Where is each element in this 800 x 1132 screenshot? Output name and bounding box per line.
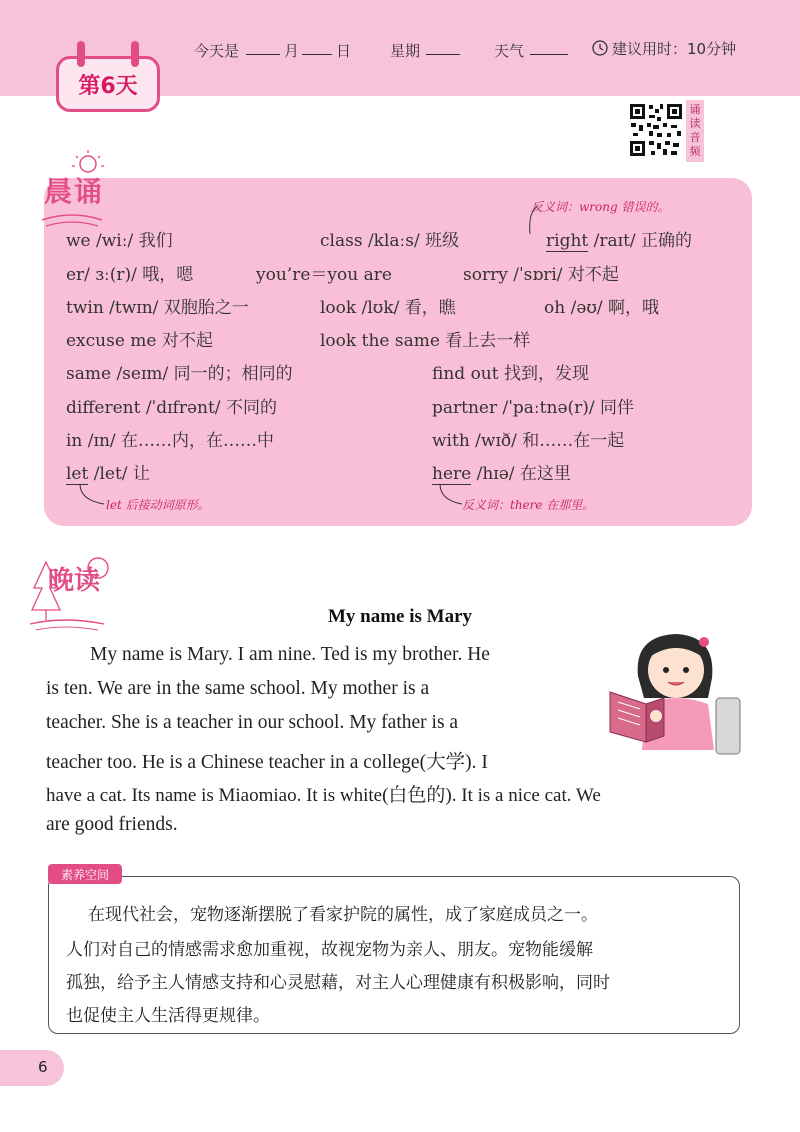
weekday-label: 星期 <box>390 42 421 60</box>
clock-icon <box>592 40 608 56</box>
vocab-item: partner /ˈpaːtnə(r)/ 同伴 <box>432 398 635 418</box>
note-here: 反义词：there 在那里。 <box>462 498 595 512</box>
vocab-item: twin /twɪn/ 双胞胎之一 <box>66 298 249 318</box>
story-line: have a cat. Its name is Miaomiao. It is white(白色的). It is a nice cat. We <box>46 785 601 806</box>
vocab-item: sorry /ˈsɒri/ 对不起 <box>463 265 619 285</box>
literacy-line: 也促使主人生活得更规律。 <box>66 1006 270 1026</box>
month-blank <box>246 40 280 55</box>
vocab-item: in /ɪn/ 在……内，在……中 <box>66 431 275 451</box>
vocab-item: we /wiː/ 我们 <box>66 231 173 251</box>
weekday-blank <box>426 40 460 55</box>
literacy-line: 孤独，给予主人情感支持和心灵慰藉，对主人心理健康有积极影响，同时 <box>66 973 610 993</box>
audio-label <box>686 100 704 162</box>
vocab-item: find out 找到，发现 <box>432 364 589 384</box>
literacy-line: 在现代社会，宠物逐渐摆脱了看家护院的属性，成了家庭成员之一。 <box>88 905 598 925</box>
vocab-word-right: right <box>546 231 589 251</box>
weather-label: 天气 <box>494 42 525 60</box>
vocab-item: er/ ɜː(r)/ 哦，嗯 <box>66 265 194 285</box>
day-field-label: 日 <box>336 42 352 60</box>
audio-label-char: 诵 <box>689 103 701 116</box>
vocab-item: with /wɪð/ 和……在一起 <box>432 431 625 451</box>
note-pointer-icon <box>78 482 108 512</box>
time-suggestion-text: 建议用时：10分钟 <box>612 39 737 58</box>
vocab-item <box>66 459 150 484</box>
story-line: teacher. She is a teacher in our school. My father is a <box>46 712 459 733</box>
qr-code-icon[interactable] <box>627 101 685 159</box>
day-blank <box>302 40 332 55</box>
vocab-item <box>432 459 571 484</box>
note-let: let 后接动词原形。 <box>106 498 210 512</box>
page-tab <box>0 1050 64 1086</box>
literacy-tag: 素养空间 <box>48 864 122 884</box>
vocab-item: same /seɪm/ 同一的；相同的 <box>66 364 293 384</box>
date-line <box>194 40 574 64</box>
vocab-item: you’re＝you are <box>256 265 392 285</box>
weather-blank <box>530 40 568 55</box>
story-line: are good friends. <box>46 814 178 835</box>
vocab-item: excuse me 对不起 <box>66 331 213 351</box>
audio-label-char: 频 <box>689 145 701 158</box>
vocab-item: look the same 看上去一样 <box>320 331 531 351</box>
day-label: 第6天 <box>78 73 138 99</box>
story-line: My name is Mary. I am nine. Ted is my brother. He <box>90 644 490 665</box>
story-line: teacher too. He is a Chinese teacher in a college(大学). I <box>46 752 488 773</box>
girl-reading-illustration <box>604 628 754 758</box>
audio-label-char: 音 <box>689 131 701 144</box>
evening-title: 晚读 <box>48 566 101 596</box>
note-pointer-icon <box>434 482 464 512</box>
vocab-item: different /ˈdɪfrənt/ 不同的 <box>66 398 277 418</box>
audio-label-char: 读 <box>689 117 701 130</box>
vocab-item <box>546 226 692 251</box>
literacy-line: 人们对自己的情感需求愈加重视，故视宠物为亲人、朋友。宠物能缓解 <box>66 940 593 960</box>
today-is-label: 今天是 <box>194 42 240 60</box>
vocab-phonetic: /hɪə/ 在这里 <box>471 464 571 484</box>
vocab-item: oh /əʊ/ 啊，哦 <box>544 298 660 318</box>
month-label: 月 <box>284 42 300 60</box>
vocab-item: look /lʊk/ 看，瞧 <box>320 298 456 318</box>
time-suggestion <box>592 36 736 60</box>
vocab-word-let: let <box>66 464 89 484</box>
story-title: My name is Mary <box>327 606 473 627</box>
vocab-phonetic: /let/ 让 <box>88 464 150 484</box>
note-right: 反义词：wrong 错误的。 <box>531 200 670 214</box>
story-line: is ten. We are in the same school. My mother is a <box>46 678 430 699</box>
vocab-phonetic: /raɪt/ 正确的 <box>588 231 693 251</box>
day-badge <box>56 56 160 112</box>
vocab-word-here: here <box>432 464 472 484</box>
page-number: 6 <box>38 1058 48 1076</box>
morning-title: 晨诵 <box>44 175 105 208</box>
vocab-item: class /klaːs/ 班级 <box>320 231 460 251</box>
